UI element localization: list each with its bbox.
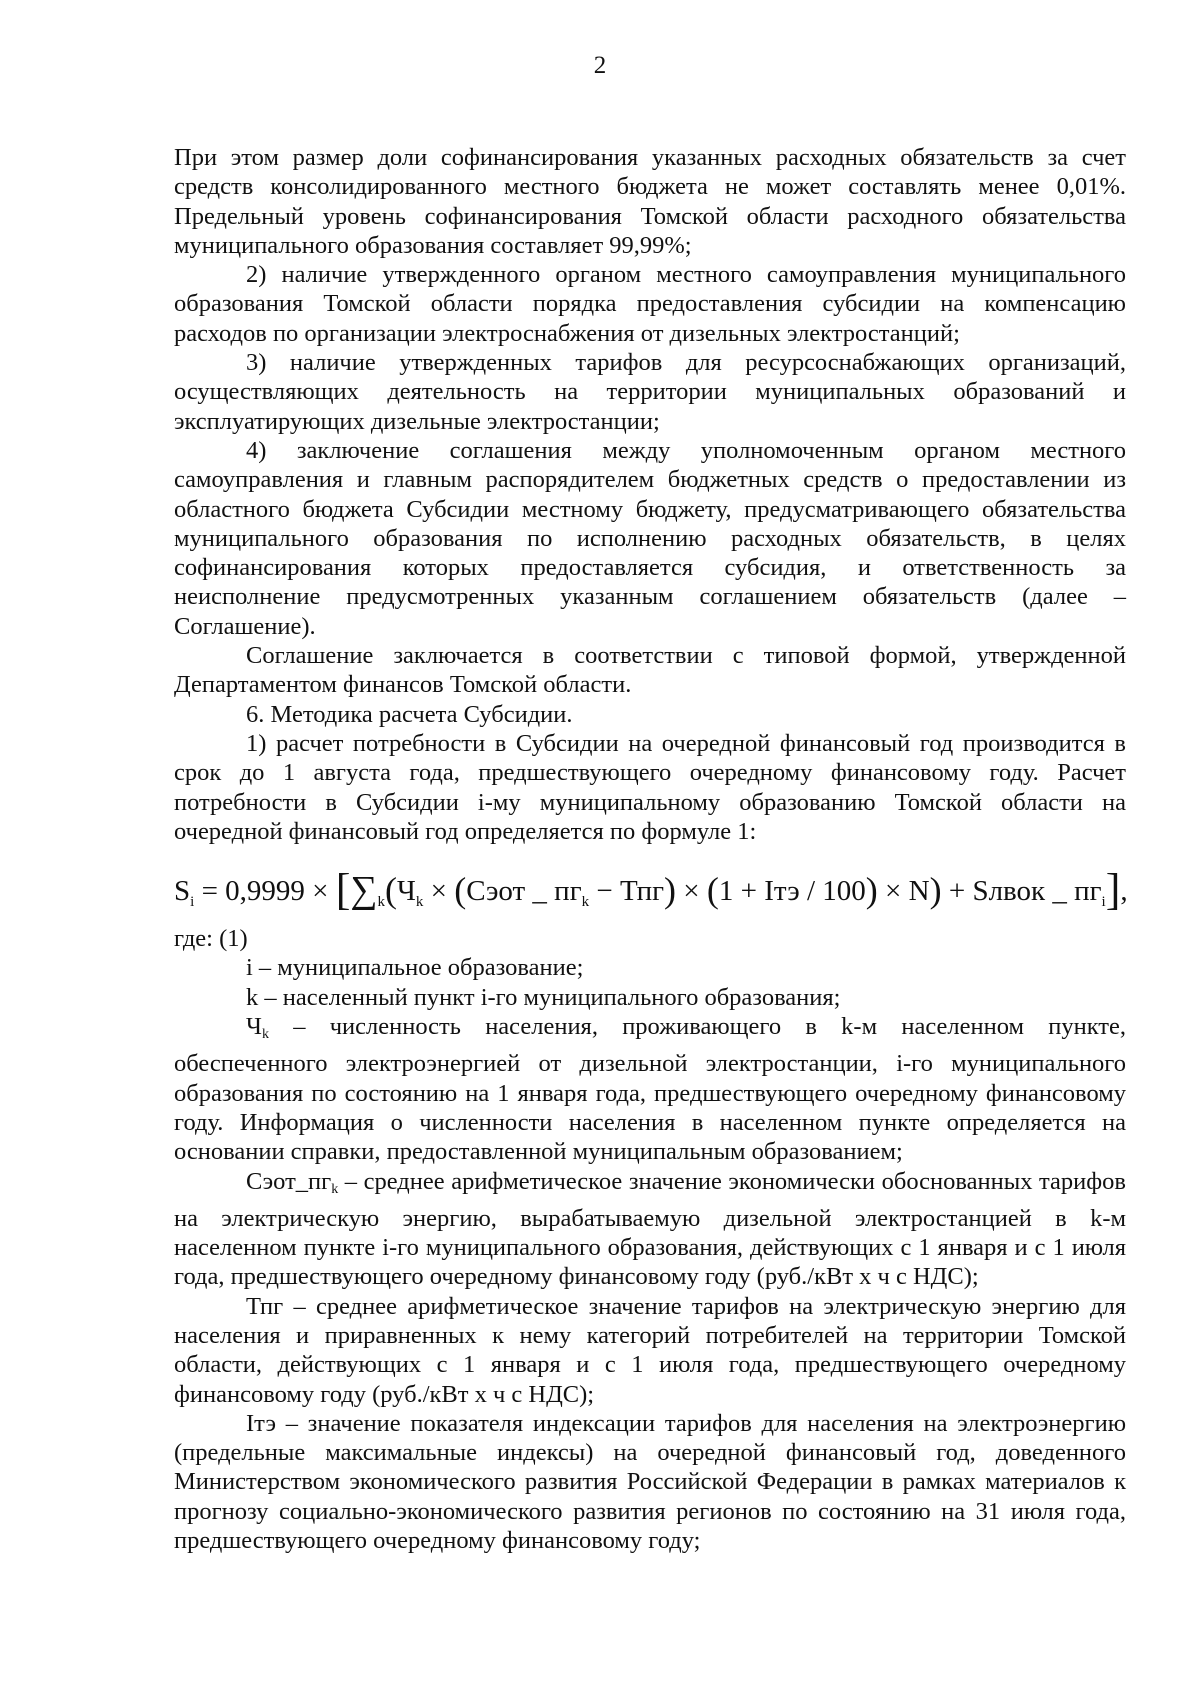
document-body	[174, 143, 1126, 1555]
formula-paren: (	[454, 870, 467, 911]
sum-symbol: ∑	[350, 869, 378, 912]
formula-paren: )	[929, 870, 942, 911]
definition-population-text: – численность населения, проживающего в k-м населенном пункте, обеспеченного электроэнергией от дизельной электростанции, i-го муниципального образования по состоянию на 1 января года, предшествующего очередному финансовому году. Информация о численности населения в населенном пункте определяется на основании справки, предоставленной муниципальным образованием;	[174, 1013, 1126, 1166]
formula-times: ×	[676, 875, 707, 908]
formula-cost: Сэот _ пг	[466, 875, 582, 908]
formula-population-sub: k	[415, 894, 424, 911]
sum-index: k	[377, 894, 386, 911]
formula-paren: )	[664, 870, 676, 911]
paragraph-item-4: 4) заключение соглашения между уполномоченным органом местного самоуправления и главным распорядителем бюджетных средств о предоставлении из областного бюджета Субсидии местному бюджету, предусматривающего обязательства муниципального образования по исполнению расходных обязательств, в целях софинансирования которых предоставляется субсидия, и ответственность за неисполнение предусмотренных указанным соглашением обязательств (далее – Соглашение).	[174, 436, 1126, 640]
formula-plus-s: + Sлвок _ пг	[941, 875, 1102, 908]
section-heading-methodology: 6. Методика расчета Субсидии.	[246, 700, 573, 728]
definition-k: k – населенный пункт i-го муниципального образования;	[246, 983, 841, 1011]
definition-index: Iтэ – значение показателя индексации тарифов для населения на электроэнергию (предельные максимальные индексы) на очередной финансовый год, доведенного Министерством экономического развития Российской Федерации в рамках материалов к прогнозу социально-экономического развития регионов по состоянию на 31 июля года, предшествующего очередному финансовому году;	[174, 1409, 1126, 1555]
formula-n: × N	[877, 875, 930, 908]
paragraph-agreement: Соглашение заключается в соответствии с типовой формой, утвержденной Департаментом финансов Томской области.	[174, 642, 1126, 699]
formula-close-bracket: ]	[1105, 865, 1121, 915]
formula-times: ×	[423, 875, 455, 908]
formula-cost-sub: k	[581, 894, 590, 911]
definition-population-sub: k	[261, 1027, 269, 1043]
formula-population: Ч	[397, 875, 416, 908]
formula-index: 1 + Iтэ / 100	[718, 875, 866, 908]
definition-cost	[174, 1167, 1126, 1292]
formula-s-sub: i	[1101, 894, 1106, 911]
definition-tariff: Тпг – среднее арифметическое значение тарифов на электрическую энергию для населения и приравненных к нему категорий потребителей на территории Томской области, действующих с 1 января и с 1 июля года, предшествующего очередному финансовому году (руб./кВт х ч с НДС);	[174, 1292, 1126, 1408]
formula-coefficient: = 0,9999 ×	[194, 875, 336, 908]
definition-population-symbol: Ч	[246, 1013, 262, 1041]
definition-cost-sub: k	[331, 1181, 339, 1197]
page-number: 2	[593, 52, 607, 79]
paragraph-item-3: 3) наличие утвержденных тарифов для ресурсоснабжающих организаций, осуществляющих деятельность на территории муниципальных образований и эксплуатирующих дизельные электростанции;	[174, 349, 1126, 435]
paragraph-item-2: 2) наличие утвержденного органом местного самоуправления муниципального образования Томской области порядка предоставления субсидии на компенсацию расходов по организации электроснабжения от дизельных электростанций;	[174, 261, 1126, 347]
definition-population	[174, 1012, 1126, 1166]
definition-i: i – муниципальное образование;	[246, 954, 584, 982]
definition-cost-symbol: Сэот_пг	[246, 1167, 332, 1195]
formula-tariff: − Тпг	[589, 875, 664, 908]
definition-cost-text: – среднее арифметическое значение экономически обоснованных тарифов на электрическую энергию, вырабатываемую дизельной электростанцией в k-м населенном пункте i-го муниципального образования, действующих с 1 января и с 1 июля года, предшествующего очередному финансовому году (руб./кВт х ч с НДС);	[174, 1167, 1126, 1291]
paragraph-cofinancing-share: При этом размер доли софинансирования указанных расходных обязательств за счет средств консолидированного местного бюджета не может составлять менее 0,01%. Предельный уровень софинансирования Томской области расходного обязательства муниципального образования составляет 99,99%;	[174, 144, 1126, 259]
formula-1	[174, 865, 1128, 924]
formula-where-label: где: (1)	[174, 925, 248, 953]
formula-paren: (	[706, 870, 719, 911]
formula-lhs: S	[174, 875, 191, 908]
paragraph-calculation: 1) расчет потребности в Субсидии на очередной финансовый год производится в срок до 1 августа года, предшествующего очередному финансовому году. Расчет потребности в Субсидии i-му муниципальному образованию Томской области на очередной финансовый год определяется по формуле 1:	[174, 729, 1126, 845]
formula-lhs-sub: i	[190, 894, 195, 911]
formula-paren: )	[865, 870, 878, 911]
formula-paren: (	[385, 870, 398, 911]
formula-open-bracket: [	[335, 865, 351, 915]
formula-tail: ,	[1120, 875, 1128, 908]
